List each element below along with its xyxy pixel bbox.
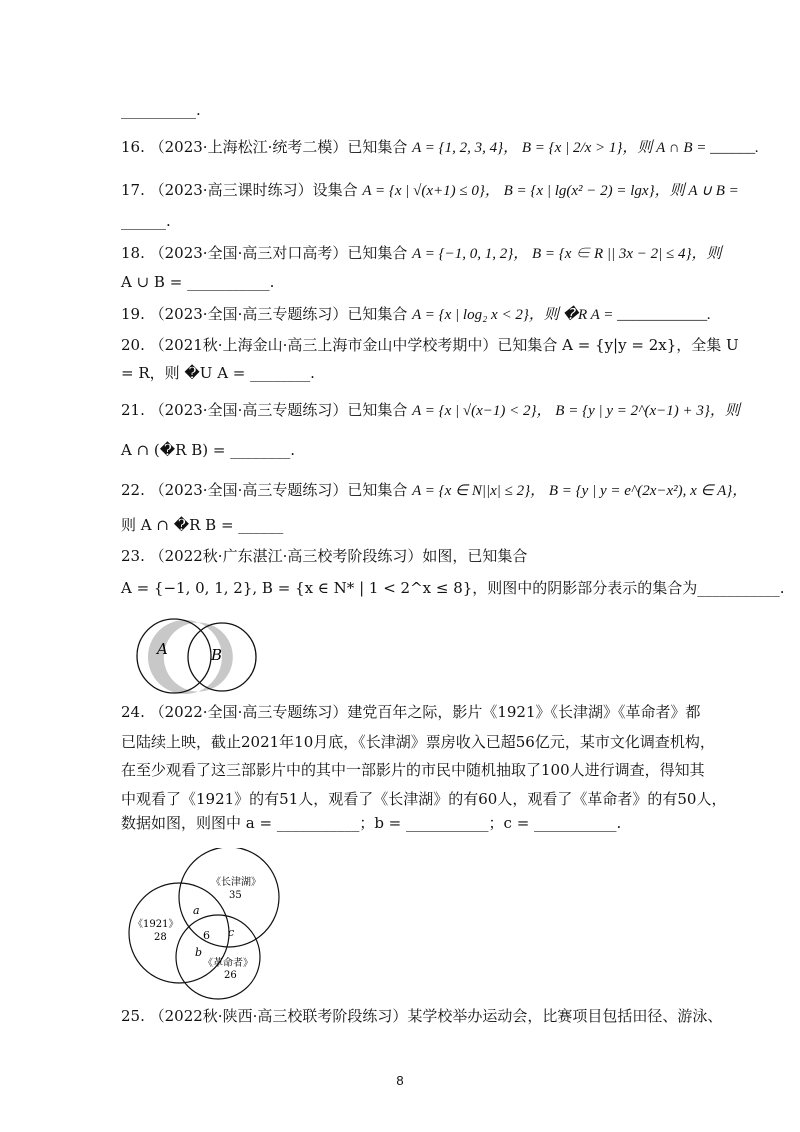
gemingzhe-count: 26 [224, 970, 237, 981]
gemingzhe-circle [176, 915, 260, 999]
q17-answer: ______. [121, 212, 171, 230]
question-19 [121, 304, 711, 325]
q19-math: A = {x | log₂ x < 2}，则 �R A = ____________. [412, 307, 711, 323]
label-a: A [157, 640, 168, 658]
shaded-region-a [148, 620, 198, 694]
q24-line4: 中观看了《1921》的有51人，观看了《长津湖》的有60人，观看了《革命者》的有50人， [121, 790, 727, 808]
1921-count: 28 [154, 932, 167, 943]
question-20: 20. （2021秋·上海金山·高三上海市金山中学校考期中）已知集合 A = {y|y = 2x}，全集 U [121, 336, 739, 354]
q23-line2: A = {−1, 0, 1, 2}, B = {x ∈ N* | 1 < 2^x ≤ 8}，则图中的阴影部分表示的集合为___________. [121, 579, 785, 597]
q22-answer: 则 A ∩ �R B = ______ [121, 516, 284, 534]
q19-text: 19. （2023·全国·高三专题练习）已知集合 [121, 305, 408, 323]
q22-math: A = {x ∈ N||x| ≤ 2}， B = {y | y = e^(2x−x²), x ∈ A}， [412, 483, 748, 499]
q24-line2: 已陆续上映，截止2021年10月底，《长津湖》票房收入已超56亿元，某市文化调查机构， [121, 733, 715, 751]
question-22 [121, 480, 747, 501]
question-24: 24. （2022·全国·高三专题练习）建党百年之际，影片《1921》《长津湖》《革命者》都 [121, 703, 701, 721]
answer-blank-prev: __________. [121, 101, 201, 119]
question-16 [121, 137, 759, 158]
region-center: 6 [203, 929, 210, 942]
q24-line5: 数据如图，则图中 a = ___________；b = ___________；c = ___________. [121, 814, 622, 832]
region-b: b [195, 946, 203, 959]
changjinhu-count: 35 [229, 890, 242, 901]
q21-text: 21. （2023·全国·高三专题练习）已知集合 [121, 401, 408, 419]
q17-math: A = {x | √(x+1) ≤ 0}， B = {x | lg(x² − 2) = lgx}，则 A ∪ B = [362, 183, 739, 199]
q21-math: A = {x | √(x−1) < 2}， B = {y | y = 2^(x−1) + 3}，则 [412, 403, 740, 419]
q16-text: 16. （2023·上海松江·统考二模）已知集合 [121, 138, 408, 156]
region-a: a [193, 904, 200, 917]
question-25: 25. （2022秋·陕西·高三校联考阶段练习）某学校举办运动会，比赛项目包括田径、游泳、 [121, 1007, 723, 1025]
label-b: B [211, 646, 223, 664]
gemingzhe-label: 《革命者》 [203, 958, 253, 969]
q17-text: 17. （2023·高三课时练习）设集合 [121, 181, 358, 199]
q24-line3: 在至少观看了这三部影片中的其中一部影片的市民中随机抽取了100人进行调查，得知其 [121, 761, 705, 779]
q18-answer: A ∪ B = ___________. [121, 273, 275, 291]
q20-line2: = R，则 �U A = ________. [121, 364, 315, 382]
venn-diagram-movies [125, 848, 285, 1003]
1921-label: 《1921》 [133, 919, 179, 930]
q22-text: 22. （2023·全国·高三专题练习）已知集合 [121, 481, 408, 499]
question-21 [121, 400, 740, 421]
changjinhu-label: 《长津湖》 [211, 877, 261, 888]
venn-diagram-ab [118, 612, 268, 697]
page-number: 8 [396, 1073, 404, 1088]
q18-math: A = {−1, 0, 1, 2}， B = {x ∈ R || 3x − 2| ≤ 4}，则 [412, 246, 722, 262]
region-c: c [228, 926, 235, 939]
q18-text: 18. （2023·全国·高三对口高考）已知集合 [121, 244, 408, 262]
question-17 [121, 180, 739, 201]
question-18 [121, 243, 722, 264]
q21-answer: A ∩ (�R B) = ________. [121, 441, 295, 459]
q16-math: A = {1, 2, 3, 4}， B = {x | 2/x > 1}，则 A ∩ B = ______. [412, 140, 759, 156]
question-23: 23. （2022秋·广东湛江·高三校考阶段练习）如图，已知集合 [121, 547, 528, 565]
